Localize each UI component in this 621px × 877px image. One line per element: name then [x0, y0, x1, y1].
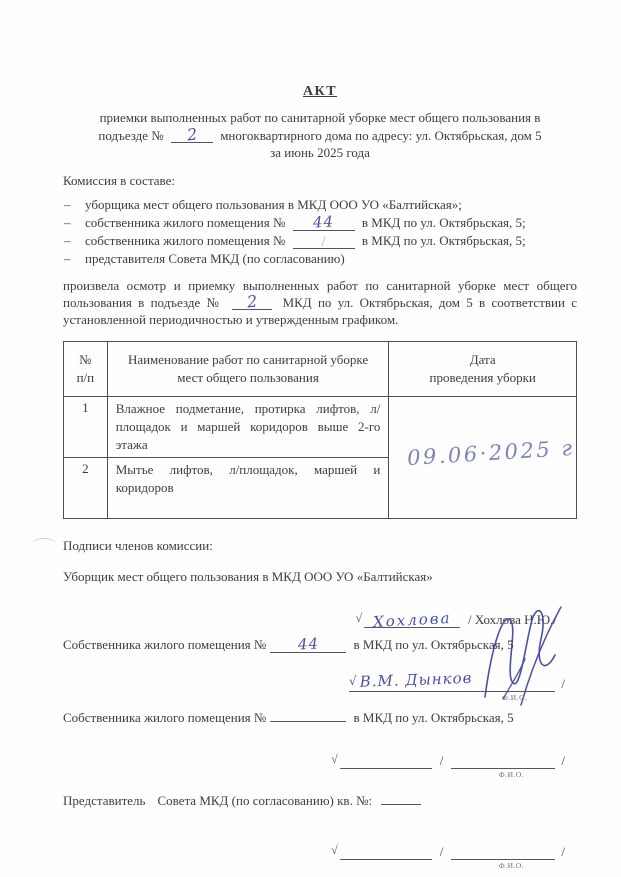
row1-work: Влажное подметание, протирка лифтов, л/площадок и маршей коридоров выше 2-го этажа: [107, 396, 389, 457]
owner2-post: в МКД по ул. Октябрьская, 5: [353, 709, 514, 725]
owner2-pre: Собственника жилого помещения №: [63, 709, 267, 725]
row1-num: 1: [64, 396, 108, 457]
member-post: в МКД по ул. Октябрьская, 5;: [361, 214, 526, 230]
handwritten-cleaning-date: 09.06·2025 г: [406, 436, 576, 471]
apartment-number-blank-empty: [293, 234, 355, 249]
owner2-apartment-blank: [270, 707, 346, 722]
header-num-line2: п/п: [76, 369, 95, 385]
member-item-cleaner: [63, 196, 577, 214]
header-date-line1: Дата: [469, 351, 496, 367]
handwritten-apartment-number: 44: [312, 211, 335, 232]
owner1-signature-underline: [349, 668, 555, 702]
inspection-paragraph: [63, 277, 577, 329]
stray-pen-mark: [321, 236, 325, 247]
slash: /: [561, 752, 565, 768]
table-header-row: [64, 341, 577, 396]
body-pre: произвела осмотр и приемку выполненных работ по санитарной уборке мест общего пользования в подъезде №: [63, 277, 577, 310]
intro-line2-pre: подъезде №: [98, 127, 164, 143]
owner2-signature-line: [63, 741, 577, 779]
scan-artifact-arc: [32, 538, 56, 551]
fio-blank: [451, 768, 555, 779]
handwritten-entrance-number: 2: [185, 124, 199, 144]
check-mark: √: [355, 610, 363, 625]
handwritten-entrance-number2: 2: [246, 291, 259, 312]
table-row: [64, 396, 577, 457]
rep-pre: Представитель: [63, 792, 146, 808]
row2-work: Мытье лифтов, л/площадок, маршей и коридоров: [107, 457, 389, 518]
member-post: в МКД по ул. Октябрьская, 5;: [361, 232, 526, 248]
member-pre: собственника жилого помещения №: [85, 214, 286, 230]
member-text: уборщика мест общего пользования в МКД ООО УО «Балтийская»;: [85, 196, 462, 212]
member-item-representative: [63, 250, 577, 268]
slash: /: [439, 752, 444, 768]
handwritten-signature-dynkov: [349, 669, 473, 691]
signature-text: В.М. Дынков: [359, 668, 474, 691]
intro-paragraph: [63, 109, 577, 162]
apartment-number-blank: [293, 211, 355, 232]
rep-apartment-blank: [381, 790, 421, 805]
member-pre: собственника жилого помещения №: [85, 232, 286, 248]
intro-line3: за июнь 2025 года: [270, 145, 370, 160]
fio-label: Ф.И.О.: [501, 692, 528, 702]
entrance-number-blank: [171, 124, 213, 144]
handwritten-apartment-44: 44: [297, 634, 320, 654]
slash: /: [561, 675, 565, 691]
date-cell: [389, 396, 577, 518]
commission-heading: Комиссия в составе:: [63, 172, 175, 188]
cleaner-signature-line: [63, 604, 577, 631]
row2-num: 2: [64, 457, 108, 518]
owner1-post: в МКД по ул. Октябрьская, 5: [353, 636, 514, 652]
slash: /: [561, 843, 565, 859]
header-num-line1: №: [79, 351, 92, 367]
cleaner-signature-label: Уборщик мест общего пользования в МКД ООО УО «Балтийская»: [63, 568, 433, 584]
signatures-heading: Подписи членов комиссии:: [63, 537, 213, 553]
cleaner-signature-underline: [364, 608, 460, 631]
owner1-block: [63, 634, 577, 702]
check-mark: √: [331, 842, 338, 857]
owner1-pre: Собственника жилого помещения №: [63, 636, 267, 652]
intro-line1: приемки выполненных работ по санитарной уборке мест общего пользования в: [99, 110, 541, 125]
fio-label: Ф.И.О.: [498, 860, 525, 870]
member-text: представителя Совета МКД (по согласованию): [85, 250, 345, 266]
member-item-owner2: [63, 232, 577, 250]
signature-blank: [340, 859, 432, 860]
commission-members-list: [63, 196, 577, 268]
intro-line2-post: многоквартирного дома по адресу: ул. Октябрьская, дом 5: [220, 127, 542, 143]
owner1-apartment-blank: [270, 634, 346, 654]
body-post: МКД по ул. Октябрьская, дом 5 в соответствии с установленной периодичностью и утвержденным графиком.: [63, 294, 577, 328]
document-title: АКТ: [302, 84, 338, 99]
owner1-label-line: [63, 635, 577, 655]
works-table: [63, 341, 577, 519]
slash: /: [439, 843, 444, 859]
representative-signature-line: [63, 832, 577, 870]
fio-blank: [451, 859, 555, 870]
entrance-number-blank2: [232, 291, 272, 312]
member-item-owner1: [63, 211, 577, 232]
owner1-signature-line: [63, 668, 577, 702]
header-date: [389, 341, 577, 396]
signature-blank: [340, 768, 432, 769]
representative-label-line: [63, 790, 577, 810]
check-mark: √: [349, 673, 359, 688]
rep-post: Совета МКД (по согласованию) кв. №:: [157, 792, 373, 808]
header-work: Наименование работ по санитарной уборке мест общего пользования: [107, 341, 389, 396]
cleaner-signature-name: / Хохлова Н.Ю./: [468, 611, 557, 627]
handwritten-signature-hohlova: Хохлова: [372, 608, 452, 631]
header-date-line2: проведения уборки: [429, 369, 536, 385]
check-mark: √: [331, 751, 338, 766]
fio-label: Ф.И.О.: [498, 769, 525, 779]
header-num: [64, 341, 108, 396]
owner2-label-line: [63, 707, 577, 728]
